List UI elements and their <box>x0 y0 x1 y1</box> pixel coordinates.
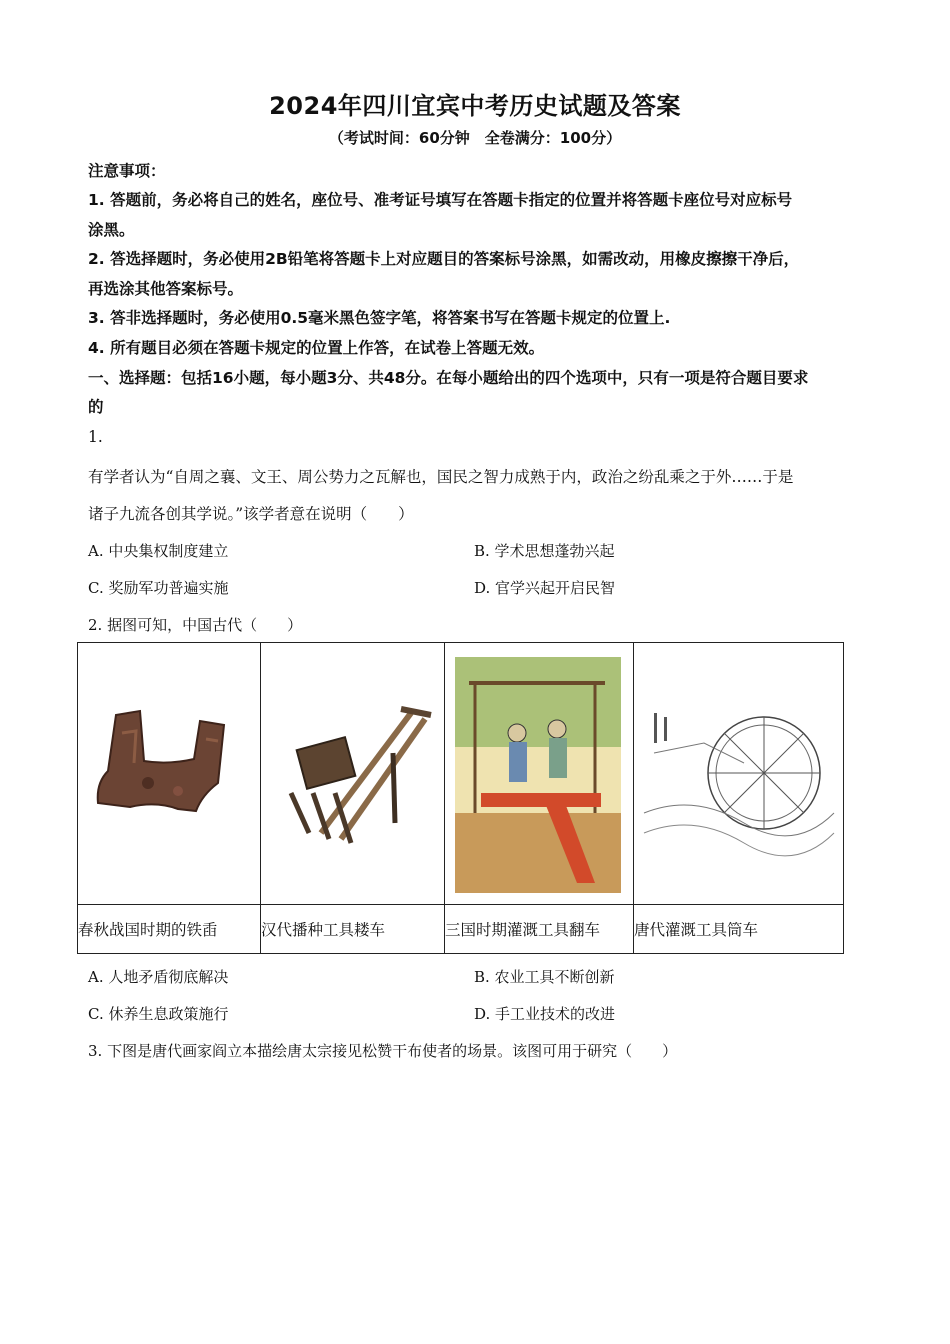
caption-iron-spade: 春秋战国时期的铁臿 <box>78 905 261 954</box>
tube-wheel-cell <box>634 643 844 905</box>
caption-tube-wheel: 唐代灌溉工具筒车 <box>634 905 844 954</box>
q2-option-d: D. 手工业技术的改进 <box>474 1005 616 1023</box>
exam-info: （考试时间：60分钟 全卷满分：100分） <box>328 129 622 147</box>
notice-item-4: 4. 所有题目必须在答题卡规定的位置上作答，在试卷上答题无效。 <box>88 339 545 357</box>
caption-water-pump: 三国时期灌溉工具翻车 <box>445 905 634 954</box>
q1-option-a: A. 中央集权制度建立 <box>88 542 229 560</box>
notice-item-2: 2. 答选择题时，务必使用2B铅笔将答题卡上对应题目的答案标号涂黑，如需改动，用橡皮擦擦干净后， <box>88 250 800 268</box>
notice-item-1: 1. 答题前，务必将自己的姓名，座位号、准考证号填写在答题卡指定的位置并将答题卡座位号对应标号 <box>88 191 793 209</box>
q2-stem: 2. 据图可知，中国古代（ ） <box>88 616 303 634</box>
notice-item-2-cont: 再选涂其他答案标号。 <box>88 280 244 298</box>
notice-item-1-cont: 涂黑。 <box>88 221 135 239</box>
tube-wheel-image <box>634 643 843 904</box>
q2-option-b: B. 农业工具不断创新 <box>474 968 615 986</box>
water-pump-image <box>445 643 633 904</box>
seed-drill-image <box>261 643 444 904</box>
iron-spade-cell <box>78 643 261 905</box>
q3-stem: 3. 下图是唐代画家阎立本描绘唐太宗接见松赞干布使者的场景。该图可用于研究（ ） <box>88 1042 678 1060</box>
q1-option-c: C. 奖励军功普遍实施 <box>88 579 229 597</box>
page-title: 2024年四川宜宾中考历史试题及答案 <box>269 92 681 120</box>
q1-number: 1. <box>88 428 103 446</box>
water-wheel-cell <box>445 643 634 905</box>
section-heading-cont: 的 <box>88 398 104 416</box>
q2-image-table <box>77 642 844 954</box>
q1-option-d: D. 官学兴起开启民智 <box>474 579 616 597</box>
q2-option-a: A. 人地矛盾彻底解决 <box>88 968 229 986</box>
seed-drill-cell <box>261 643 445 905</box>
q1-option-b: B. 学术思想蓬勃兴起 <box>474 542 615 560</box>
q2-option-c: C. 休养生息政策施行 <box>88 1005 229 1023</box>
notice-item-3: 3. 答非选择题时，务必使用0.5毫米黑色签字笔，将答案书写在答题卡规定的位置上. <box>88 309 671 327</box>
q1-stem-cont: 诸子九流各创其学说。”该学者意在说明（ ） <box>88 505 414 523</box>
q1-stem: 有学者认为“自周之襄、文王、周公势力之瓦解也，国民之智力成熟于内，政治之纷乱乘之于外……于是 <box>88 468 794 486</box>
caption-seed-drill: 汉代播种工具耧车 <box>261 905 445 954</box>
iron-spade-image <box>78 643 260 904</box>
section-heading: 一、选择题：包括16小题，每小题3分、共48分。在每小题给出的四个选项中，只有一项是符合题目要求 <box>88 369 809 387</box>
notice-heading: 注意事项： <box>88 162 166 180</box>
